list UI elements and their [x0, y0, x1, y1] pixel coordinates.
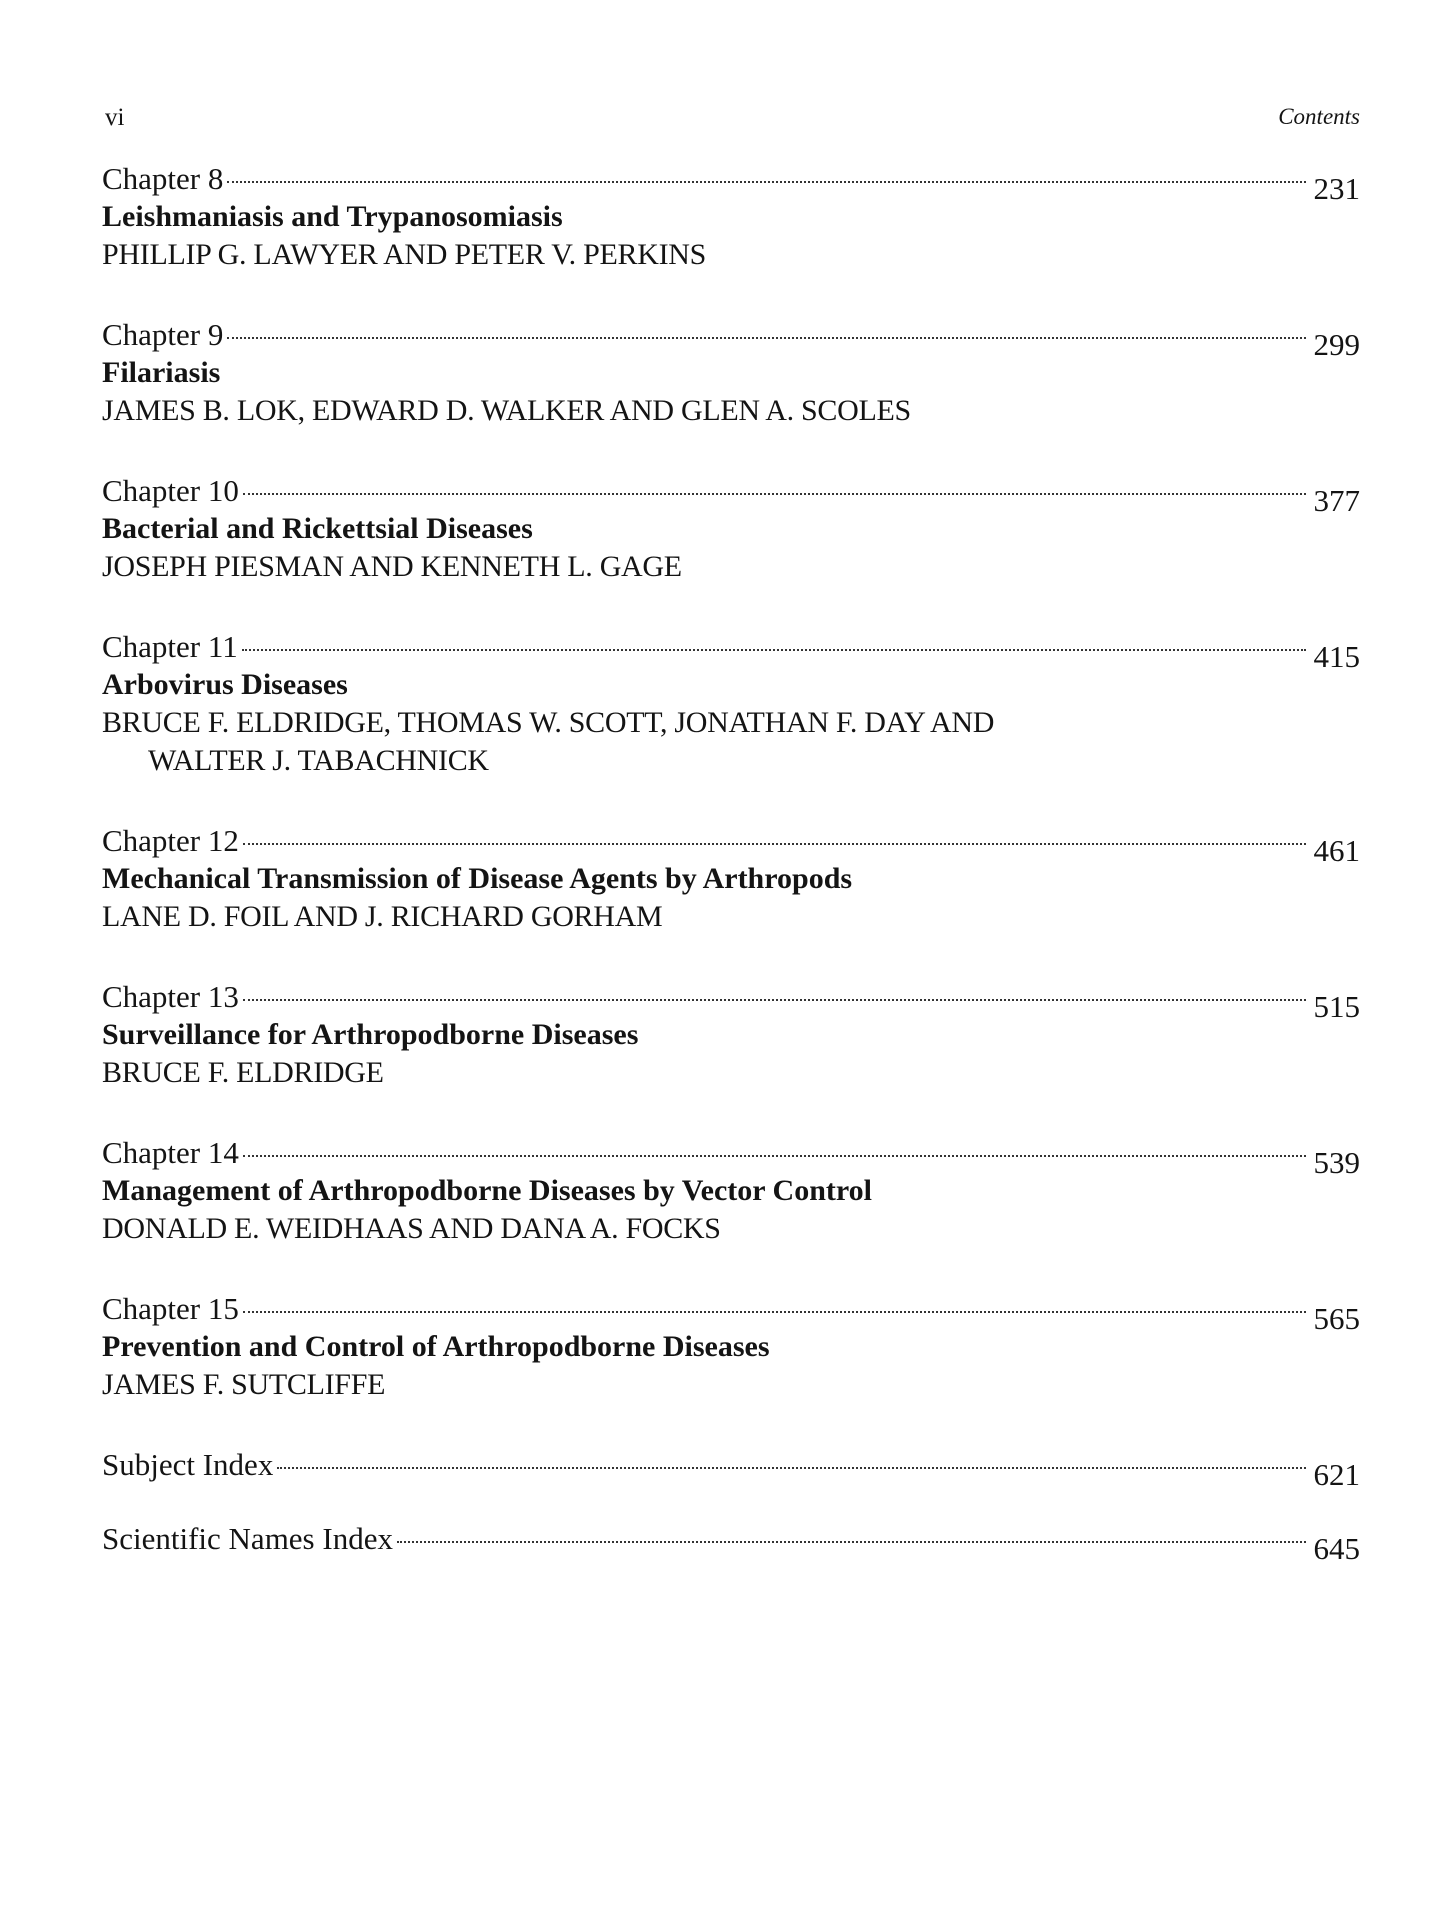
chapter-leader-line	[102, 978, 1360, 1024]
chapter-label: Chapter 11	[102, 629, 238, 664]
index-leader-line	[102, 1446, 1360, 1492]
toc-entry-chapter-10[interactable]	[102, 472, 1360, 586]
toc-entry-chapter-11[interactable]	[102, 628, 1360, 780]
page-number: 565	[1313, 1301, 1360, 1336]
toc-entry-scientific-names-index[interactable]	[102, 1520, 1360, 1566]
chapter-label: Chapter 15	[102, 1291, 239, 1326]
dot-leader	[243, 843, 1306, 845]
index-label: Scientific Names Index	[102, 1521, 393, 1556]
page-number: 377	[1313, 483, 1360, 518]
chapter-leader-line	[102, 628, 1360, 674]
chapter-label: Chapter 8	[102, 161, 224, 196]
page-number: 515	[1313, 989, 1360, 1024]
chapter-authors	[102, 898, 1360, 936]
dot-leader	[227, 337, 1305, 339]
chapter-title: Bacterial and Rickettsial Diseases	[102, 512, 533, 545]
author-line: BRUCE F. ELDRIDGE, THOMAS W. SCOTT, JONATHAN F. DAY AND	[102, 706, 995, 739]
chapter-label: Chapter 9	[102, 317, 224, 352]
toc-entry-subject-index[interactable]	[102, 1446, 1360, 1492]
dot-leader	[243, 999, 1306, 1001]
toc-entry-chapter-13[interactable]	[102, 978, 1360, 1092]
chapter-title: Surveillance for Arthropodborne Diseases	[102, 1018, 639, 1051]
chapter-label: Chapter 14	[102, 1135, 239, 1170]
running-head	[105, 104, 1360, 140]
toc-entry-chapter-8[interactable]	[102, 160, 1360, 274]
chapter-leader-line	[102, 822, 1360, 868]
section-title: Contents	[1278, 104, 1360, 129]
chapter-authors	[102, 704, 1360, 780]
dot-leader	[227, 181, 1305, 183]
chapter-leader-line	[102, 1290, 1360, 1336]
chapter-title: Prevention and Control of Arthropodborne Diseases	[102, 1330, 770, 1363]
chapter-leader-line	[102, 1134, 1360, 1180]
author-line: LANE D. FOIL AND J. RICHARD GORHAM	[102, 900, 663, 933]
author-line-continued: WALTER J. TABACHNICK	[148, 744, 489, 777]
toc-entry-chapter-9[interactable]	[102, 316, 1360, 430]
page-number: 461	[1313, 833, 1360, 868]
toc-entry-chapter-15[interactable]	[102, 1290, 1360, 1404]
toc-entry-chapter-12[interactable]	[102, 822, 1360, 936]
chapter-leader-line	[102, 316, 1360, 362]
author-line: PHILLIP G. LAWYER AND PETER V. PERKINS	[102, 238, 707, 271]
dot-leader	[242, 649, 1306, 651]
page-number: 415	[1313, 639, 1360, 674]
dot-leader	[243, 1155, 1306, 1157]
page-number: 231	[1313, 171, 1360, 206]
dot-leader	[277, 1467, 1305, 1469]
dot-leader	[243, 1311, 1306, 1313]
chapter-authors	[102, 1366, 1360, 1404]
chapter-authors	[102, 1054, 1360, 1092]
index-leader-line	[102, 1520, 1360, 1566]
index-label: Subject Index	[102, 1447, 274, 1482]
page-number: 539	[1313, 1145, 1360, 1180]
dot-leader	[243, 493, 1306, 495]
chapter-title: Arbovirus Diseases	[102, 668, 348, 701]
author-line: DONALD E. WEIDHAAS AND DANA A. FOCKS	[102, 1212, 721, 1245]
page-number: 621	[1313, 1457, 1360, 1492]
chapter-label: Chapter 13	[102, 979, 239, 1014]
chapter-title: Leishmaniasis and Trypanosomiasis	[102, 200, 563, 233]
chapter-title: Mechanical Transmission of Disease Agents by Arthropods	[102, 862, 853, 895]
chapter-authors	[102, 1210, 1360, 1248]
page-number: 645	[1313, 1531, 1360, 1566]
chapter-title: Management of Arthropodborne Diseases by Vector Control	[102, 1174, 872, 1207]
chapter-leader-line	[102, 160, 1360, 206]
toc-entry-chapter-14[interactable]	[102, 1134, 1360, 1248]
dot-leader	[397, 1541, 1306, 1543]
chapter-authors	[102, 392, 1360, 430]
author-line: JAMES F. SUTCLIFFE	[102, 1368, 386, 1401]
chapter-title: Filariasis	[102, 356, 221, 389]
chapter-leader-line	[102, 472, 1360, 518]
chapter-label: Chapter 12	[102, 823, 239, 858]
chapter-authors	[102, 548, 1360, 586]
page-number: 299	[1313, 327, 1360, 362]
author-line: JOSEPH PIESMAN AND KENNETH L. GAGE	[102, 550, 682, 583]
page-folio: vi	[105, 104, 125, 131]
author-line: BRUCE F. ELDRIDGE	[102, 1056, 384, 1089]
table-of-contents	[102, 160, 1360, 1594]
chapter-label: Chapter 10	[102, 473, 239, 508]
author-line: JAMES B. LOK, EDWARD D. WALKER AND GLEN A. SCOLES	[102, 394, 911, 427]
chapter-authors	[102, 236, 1360, 274]
